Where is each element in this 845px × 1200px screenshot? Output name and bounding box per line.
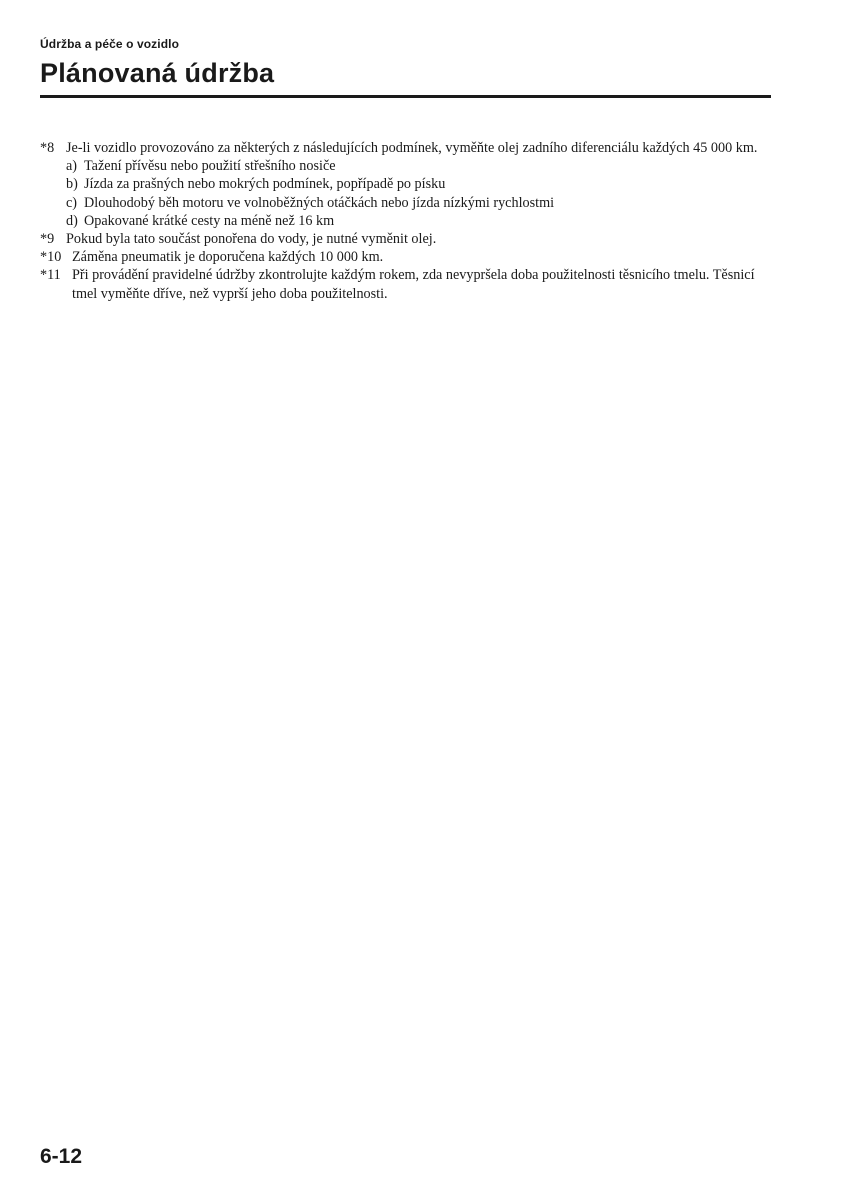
item-text: Opakované krátké cesty na méně než 16 km [84,212,335,229]
footnote-9 [40,230,780,248]
footnote-text: Záměna pneumatik je doporučena každých 10 000 km. [72,249,384,266]
item-letter: a) [66,158,78,175]
condition-item-d [40,212,780,230]
item-letter: c) [66,194,78,211]
footnotes [40,139,780,303]
footnote-marker: *9 [40,231,55,248]
item-text: Jízda za prašných nebo mokrých podmínek, popřípadě po písku [84,176,446,193]
page-number: 6-12 [40,1145,83,1168]
section-label: Údržba a péče o vozidlo [40,37,179,51]
footnote-10 [40,248,780,266]
item-letter: d) [66,212,78,229]
item-text: Dlouhodobý běh motoru ve volnoběžných otáčkách nebo jízda nízkými rychlostmi [84,194,555,211]
footnote-marker: *10 [40,249,62,266]
footnote-8 [40,139,780,157]
footnote-marker: *11 [40,267,61,284]
item-letter: b) [66,176,78,193]
page-title: Plánovaná údržba [40,58,275,88]
footnote-11 [40,266,780,302]
footnote-marker: *8 [40,140,55,156]
item-text: Tažení přívěsu nebo použití střešního nosiče [84,158,336,175]
footnote-text: Při provádění pravidelné údržby zkontrolujte každým rokem, zda nevypršela doba použitelnosti těsnicího tmelu. Těsnicí tmel vyměňte dříve, než vyprší jeho doba použitelnosti. [72,267,755,302]
condition-item-b [40,175,780,193]
condition-item-c [40,194,780,212]
footnote-text: Je-li vozidlo provozováno za některých z následujících podmínek, vyměňte olej zadního diferenciálu každých 45 000 km. [66,140,758,156]
footnote-text: Pokud byla tato součást ponořena do vody, je nutné vyměnit olej. [66,231,437,248]
title-divider [40,95,771,98]
condition-item-a [40,157,780,175]
